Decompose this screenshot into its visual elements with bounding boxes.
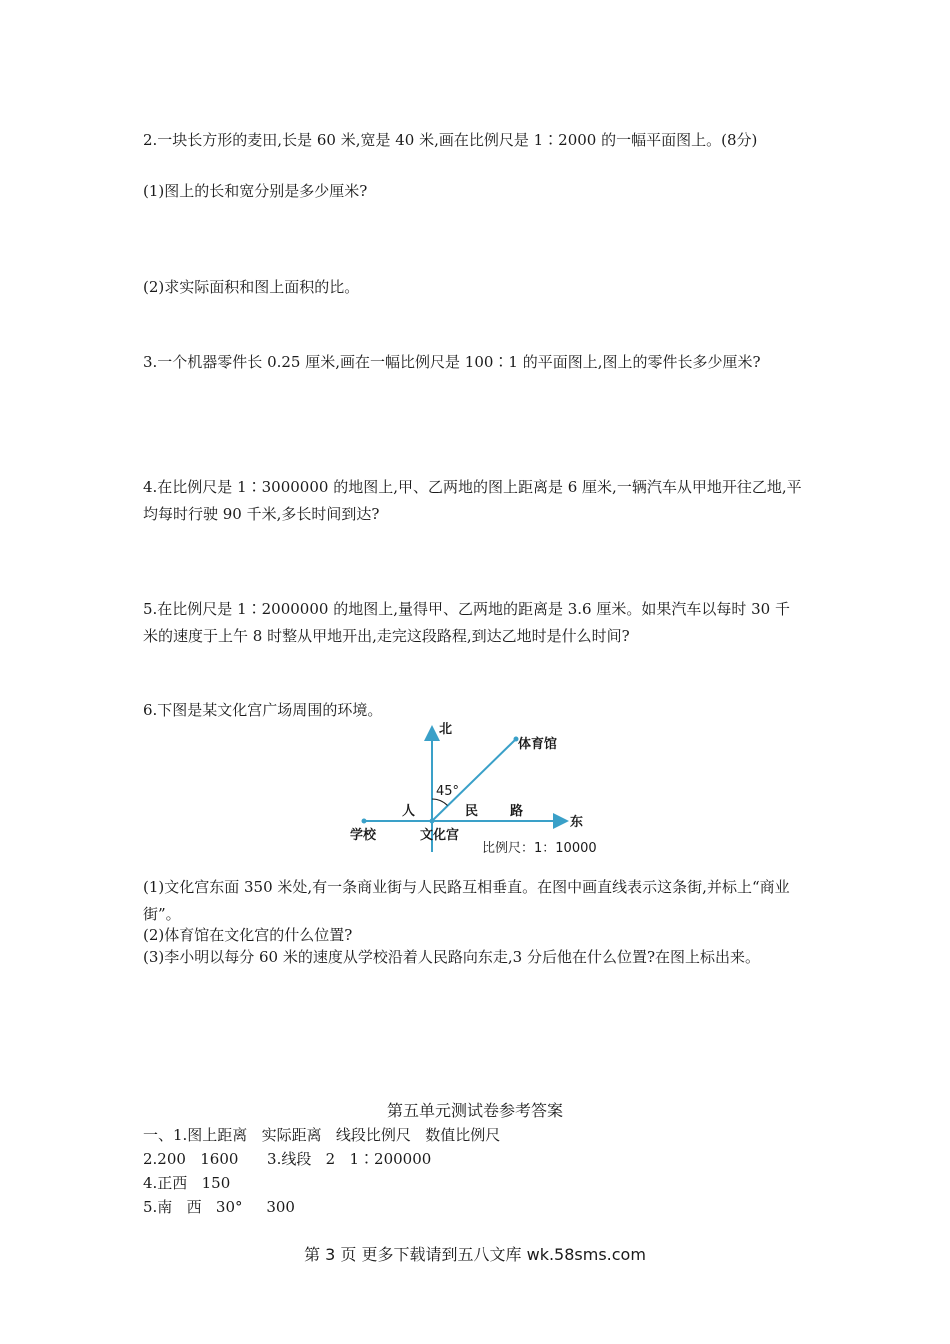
q2-sub2: (2)求实际面积和图上面积的比。 — [143, 278, 360, 296]
question-4: 4.在比例尺是 1∶3000000 的地图上,甲、乙两地的图上距离是 6 厘米,一辆汽车从甲地开往乙地,平均每时行驶 90 千米,多长时间到达? — [143, 478, 802, 523]
road-char-2: 民 — [465, 804, 479, 819]
q6-sub2: (2)体育馆在文化宫的什么位置? — [143, 926, 353, 944]
q2-text: 2.一块长方形的麦田,长是 60 米,宽是 40 米,画在比例尺是 1∶2000 的一幅平面图上。(8分) — [143, 131, 758, 149]
palace-point — [430, 819, 435, 824]
road-char-1: 人 — [402, 804, 416, 819]
page-footer: 第 3 页 更多下载请到五八文库 wk.58sms.com — [304, 1245, 646, 1264]
answer-line-4: 5.南 西 30° 300 — [143, 1198, 295, 1216]
school-label: 学校 — [350, 828, 377, 843]
map-diagram — [340, 715, 620, 860]
road-char-3: 路 — [510, 804, 524, 819]
question-3: 3.一个机器零件长 0.25 厘米,画在一幅比例尺是 100∶1 的平面图上,图上的零件长多少厘米? — [143, 353, 761, 371]
scale-label: 比例尺：1：10000 — [482, 841, 597, 856]
question-5: 5.在比例尺是 1∶2000000 的地图上,量得甲、乙两地的距离是 3.6 厘米。如果汽车以每时 30 千米的速度于上午 8 时整从甲地开出,走完这段路程,到达乙地时是什么时间? — [143, 600, 790, 645]
q6-sub3: (3)李小明以每分 60 米的速度从学校沿着人民路向东走,3 分后他在什么位置?在图上标出来。 — [143, 948, 760, 966]
east-label: 东 — [570, 815, 584, 830]
north-label: 北 — [439, 722, 453, 737]
answer-line-1: 一、1.图上距离 实际距离 线段比例尺 数值比例尺 — [143, 1126, 501, 1144]
q6-text: 6.下图是某文化宫广场周围的环境。 — [143, 701, 383, 719]
stadium-label: 体育馆 — [518, 737, 558, 752]
answer-line-2: 2.200 1600 3.线段 2 1∶200000 — [143, 1150, 432, 1168]
angle-arc — [432, 799, 448, 806]
answers-title: 第五单元测试卷参考答案 — [386, 1101, 563, 1120]
school-point — [362, 819, 367, 824]
answer-line-3: 4.正西 150 — [143, 1174, 231, 1192]
q6-sub1: (1)文化宫东面 350 米处,有一条商业街与人民路互相垂直。在图中画直线表示这条街,并标上“商业街”。 — [143, 878, 790, 923]
angle-label: 45° — [436, 784, 460, 799]
palace-label: 文化宫 — [420, 828, 460, 843]
q2-sub1: (1)图上的长和宽分别是多少厘米? — [143, 182, 368, 200]
